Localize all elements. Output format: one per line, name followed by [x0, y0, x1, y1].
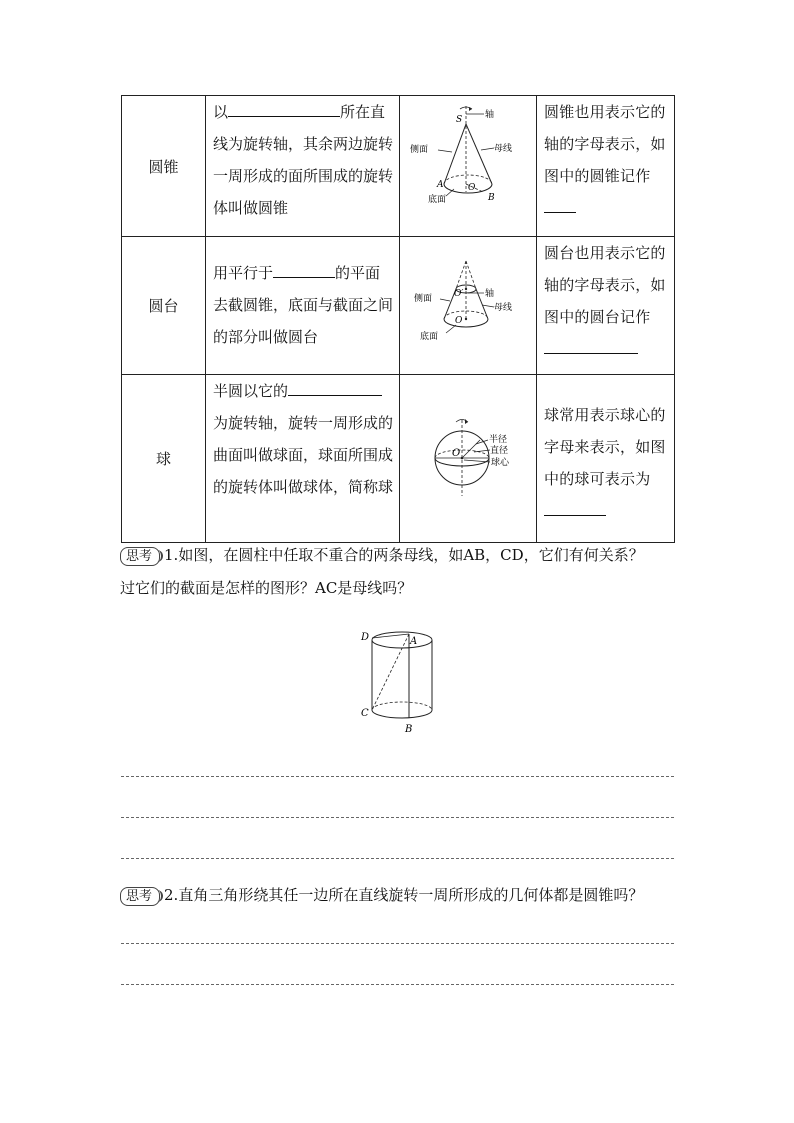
sphere-diagram	[408, 402, 528, 512]
definition-suffix: 为旋转轴，旋转一周形成的曲面叫做球面，球面所围成的旋转体叫做球体，简称球	[213, 414, 394, 496]
label-axis: 轴	[485, 288, 495, 299]
think-badge: 思考	[120, 547, 160, 566]
table-row	[122, 375, 675, 543]
table-row	[122, 96, 675, 237]
definition-prefix: 以	[213, 103, 229, 121]
cone-diagram	[408, 104, 528, 224]
frustum-diagram	[408, 249, 528, 359]
fill-blank[interactable]	[288, 379, 382, 396]
answer-line[interactable]	[121, 776, 674, 777]
label-center: 球心	[491, 457, 510, 468]
think-badge: 思考	[120, 887, 160, 906]
definition-prefix: 用平行于	[213, 264, 274, 282]
definition-cone	[206, 96, 400, 237]
definition-suffix: 的平面去截圆锥，底面与截面之间的部分叫做圆台	[213, 264, 394, 346]
answer-line[interactable]	[121, 817, 674, 818]
row-name-sphere: 球	[122, 375, 206, 543]
label-generatrix: 母线	[494, 144, 513, 154]
label-S: S	[456, 115, 463, 125]
think-1	[120, 540, 680, 570]
note-cone	[537, 96, 675, 237]
label-side: 侧面	[414, 293, 433, 304]
answer-line[interactable]	[121, 984, 674, 985]
label-O: O	[468, 183, 476, 193]
note-text: 球常用表示球心的字母来表示，如图中的球可表示为	[544, 406, 666, 488]
answer-line[interactable]	[121, 943, 674, 944]
definition-sphere	[206, 375, 400, 543]
definition-prefix: 半圆以它的	[213, 382, 289, 400]
fill-blank[interactable]	[228, 100, 340, 117]
label-diameter: 直径	[490, 445, 509, 456]
fill-blank[interactable]	[273, 261, 335, 278]
label-B: B	[405, 724, 413, 735]
answer-line[interactable]	[121, 858, 674, 859]
cylinder-diagram	[350, 626, 450, 738]
figure-cone	[400, 96, 537, 237]
fill-blank[interactable]	[544, 337, 638, 354]
label-O: O	[455, 315, 463, 326]
think-1-line1: 1.如图，在圆柱中任取不重合的两条母线，如AB，CD，它们有何关系？	[164, 546, 644, 564]
label-base: 底面	[428, 195, 447, 205]
fill-blank[interactable]	[544, 196, 576, 213]
think-1-line2: 过它们的截面是怎样的图形？AC是母线吗？	[120, 579, 413, 597]
label-D: D	[361, 632, 370, 643]
label-side: 侧面	[410, 145, 429, 155]
label-radius: 半径	[489, 434, 508, 445]
fill-blank[interactable]	[544, 499, 606, 516]
solids-table	[121, 95, 675, 543]
think-2	[120, 880, 690, 910]
label-axis: 轴	[485, 110, 495, 120]
label-O: O	[452, 447, 461, 459]
table-row	[122, 237, 675, 375]
think-1-line2-block	[120, 573, 680, 603]
label-base: 底面	[420, 331, 439, 342]
figure-sphere	[400, 375, 537, 543]
label-C: C	[361, 708, 369, 719]
think-2-text: 2.直角三角形绕其任一边所在直线旋转一周所形成的几何体都是圆锥吗？	[164, 886, 644, 904]
note-text: 圆锥也用表示它的轴的字母表示，如图中的圆锥记作	[544, 103, 666, 185]
label-A: A	[437, 180, 444, 190]
row-name-cone: 圆锥	[122, 96, 206, 237]
definition-suffix: 所在直线为旋转轴，其余两边旋转一周形成的面所围成的旋转体叫做圆锥	[213, 103, 394, 217]
label-O1: O′	[454, 288, 464, 299]
row-name-frustum: 圆台	[122, 237, 206, 375]
definition-frustum	[206, 237, 400, 375]
note-frustum	[537, 237, 675, 375]
note-text: 圆台也用表示它的轴的字母表示，如图中的圆台记作	[544, 244, 666, 326]
note-sphere	[537, 375, 675, 543]
label-A: A	[410, 636, 418, 647]
figure-frustum	[400, 237, 537, 375]
label-generatrix: 母线	[494, 302, 513, 313]
label-B: B	[488, 193, 495, 203]
